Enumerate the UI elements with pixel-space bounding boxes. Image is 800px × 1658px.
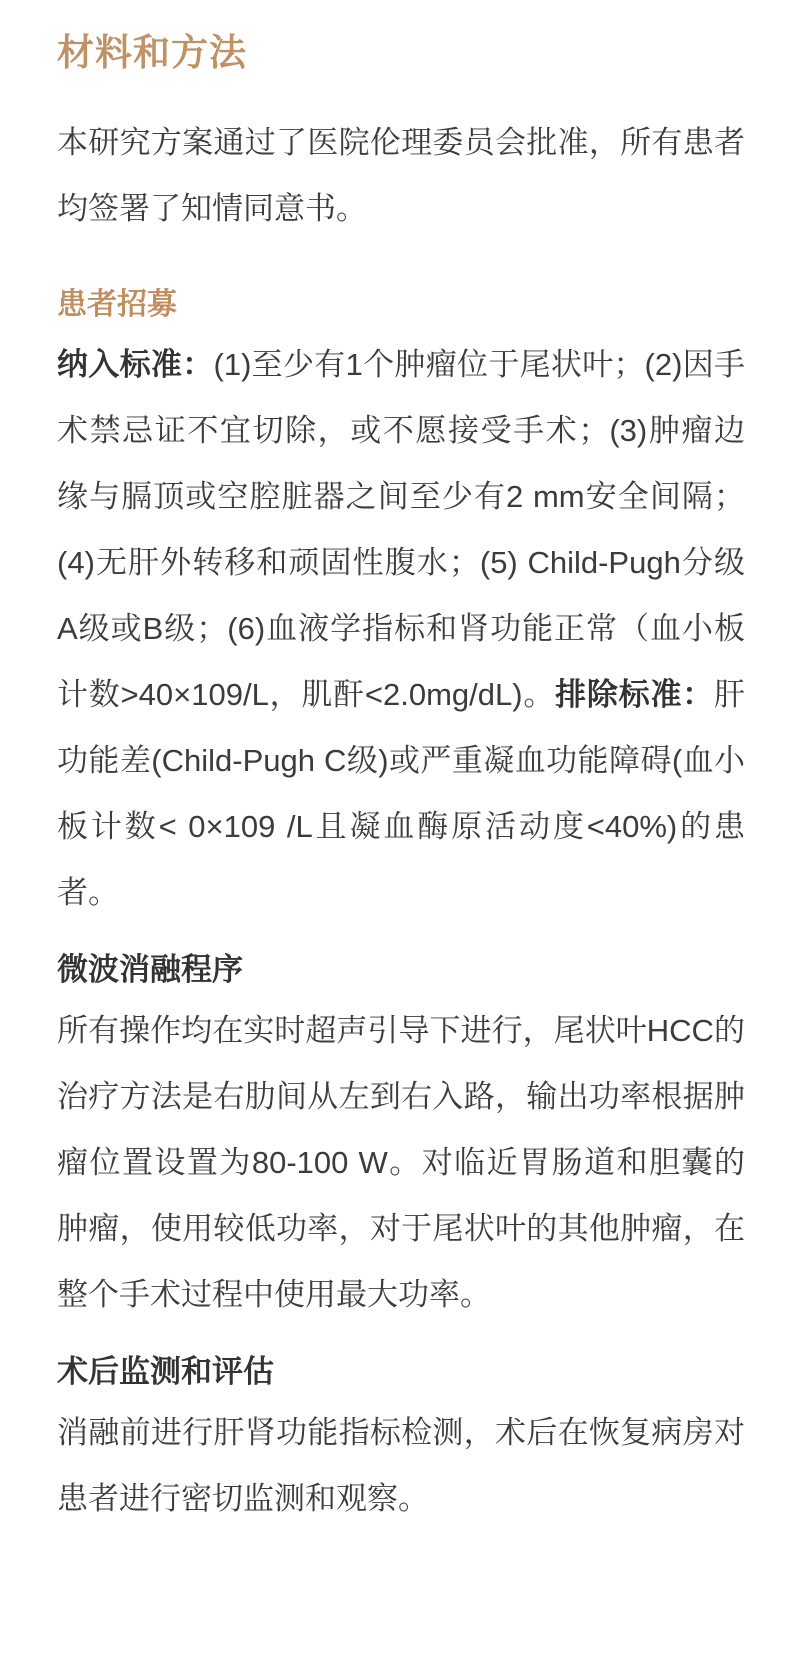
monitoring-paragraph: 消融前进行肝肾功能指标检测，术后在恢复病房对患者进行密切监测和观察。 — [57, 1415, 745, 1517]
criteria-paragraph — [57, 332, 745, 926]
inclusion-criteria-text: (1)至少有1个肿瘤位于尾状叶；(2)因手术禁忌证不宜切除，或不愿接受手术；(3)肿瘤边缘与膈顶或空腔脏器之间至少有2 mm安全间隔；(4)无肝外转移和顽固性腹水；(5) Child-Pugh分级A级或B级；(6)血液学指标和肾功能正常（血小板计数>40×109/L，肌酐<2.0mg/dL)。 — [57, 347, 746, 713]
ethics-approval-paragraph: 本研究方案通过了医院伦理委员会批准，所有患者均签署了知情同意书。 — [57, 125, 745, 227]
section-title: 材料和方法 — [57, 30, 247, 74]
exclusion-criteria-text: 肝功能差(Child-Pugh C级)或严重凝血功能障碍(血小板计数< 0×109 /L且凝血酶原活动度<40%)的患者。 — [57, 677, 746, 911]
subheading-postop-monitoring: 术后监测和评估 — [57, 1354, 274, 1390]
procedure-paragraph: 所有操作均在实时超声引导下进行，尾状叶HCC的治疗方法是右肋间从左到右入路，输出功率根据肿瘤位置设置为80-100 W。对临近胃肠道和胆囊的肿瘤，使用较低功率，对于尾状叶的其他肿瘤，在整个手术过程中使用最大功率。 — [57, 1013, 745, 1313]
inclusion-criteria-label: 纳入标准： — [57, 347, 214, 383]
subheading-microwave-ablation-procedure: 微波消融程序 — [57, 952, 243, 988]
exclusion-criteria-label: 排除标准： — [555, 677, 715, 713]
subheading-patient-recruitment: 患者招募 — [57, 288, 177, 322]
